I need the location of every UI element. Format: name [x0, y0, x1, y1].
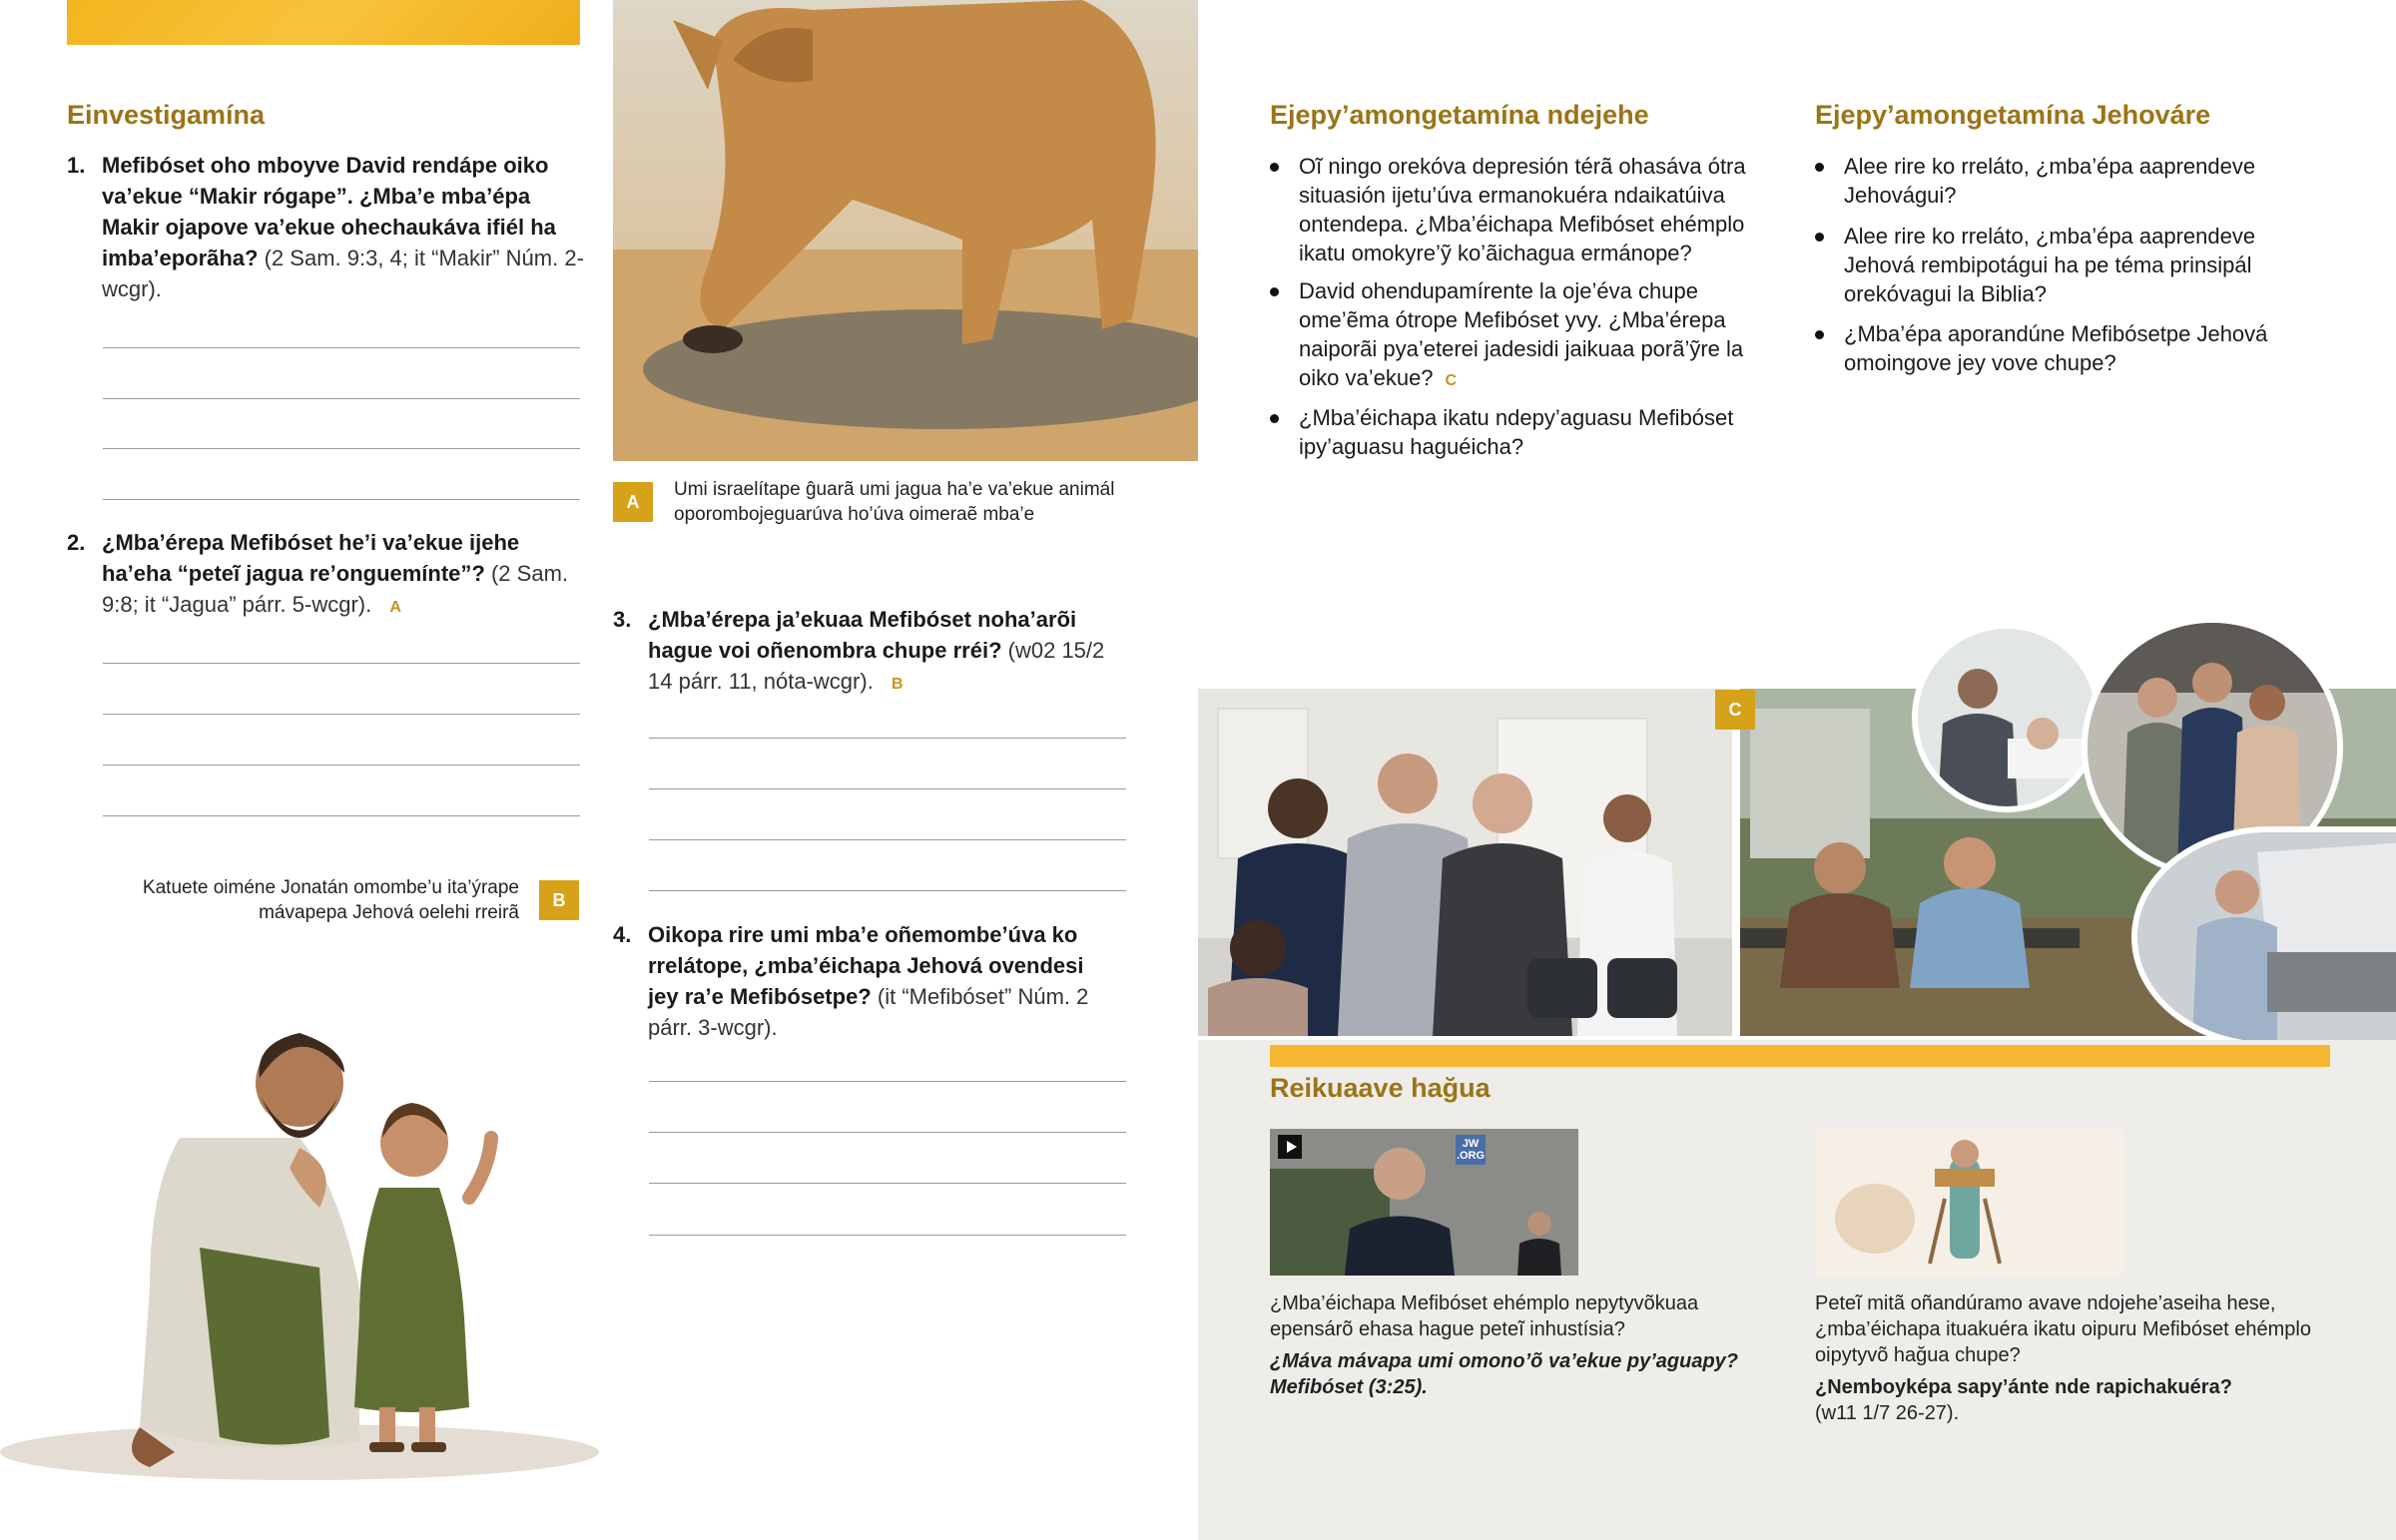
answer-line[interactable]	[649, 1081, 1126, 1082]
answer-line[interactable]	[103, 714, 580, 715]
section-title-investigate: Einvestigamína	[67, 100, 266, 130]
bullet-icon	[1270, 414, 1279, 423]
badge-a: A	[613, 482, 653, 522]
video-thumbnail[interactable]	[1270, 1129, 1578, 1276]
question-2-number: 2.	[67, 530, 86, 555]
photo-divider	[1732, 689, 1740, 1036]
reflect-jehovah-text-3: ¿Mba’épa aporandúne Mefibósetpe Jehová omoingove jey vove chupe?	[1844, 321, 2268, 375]
bullet-icon	[1270, 287, 1279, 296]
question-1-reference: (2 Sam. 9:3, 4; it “Makir” Núm. 2-wcgr).	[102, 246, 584, 301]
answer-line[interactable]	[103, 347, 580, 348]
bullet-icon	[1815, 330, 1824, 339]
question-4-text: Oikopa rire umi mba’e oñemombe’úva ko rrelátope, ¿mba’éichapa Jehová ovendesi jey ra’e Mefibósetpe?	[648, 922, 1084, 1009]
answer-line[interactable]	[103, 448, 580, 449]
dog-drinking-photo	[613, 0, 1198, 461]
reflect-self-item-3	[1270, 403, 1769, 461]
image-tag-a: A	[389, 599, 401, 616]
section-title-reflect-jehovah: Ejepy’amongetamína Jehováre	[1815, 100, 2211, 130]
badge-c: C	[1715, 690, 1755, 730]
question-4	[613, 919, 1112, 1043]
answer-line[interactable]	[103, 398, 580, 399]
question-1-number: 1.	[67, 153, 86, 178]
question-1-text: Mefibóset oho mboyve David rendápe oiko va’ekue “Makir rógape”. ¿Mba’e mba’épa Makir ojapove va’ekue ohechaukáva ifiél ha imba’eporãha?	[102, 153, 556, 270]
question-3-reference: (w02 15/2 14 párr. 11, nóta-wcgr).	[648, 638, 1105, 694]
question-3-number: 3.	[613, 607, 632, 632]
bullet-icon	[1270, 163, 1279, 172]
reflect-jehovah-item-1	[1815, 152, 2304, 210]
answer-line[interactable]	[649, 890, 1126, 891]
badge-b: B	[539, 880, 579, 920]
jw-org-logo: JW .ORG	[1456, 1135, 1486, 1165]
image-tag-b: B	[891, 676, 903, 693]
question-2-text: ¿Mba’érepa Mefibóset he’i va’ekue ijehe ha’eha “peteĩ jagua re’onguemínte”?	[102, 530, 520, 586]
learn-more-item-1-text: ¿Mba’éichapa Mefibóset ehémplo nepytyvõkuaa epensárõ ehasa hague peteĩ inhustísia?	[1270, 1292, 1699, 1340]
illustration-mephibosheth-thumbnail	[1815, 1129, 2123, 1276]
question-4-reference: (it “Mefibóset” Núm. 2 párr. 3-wcgr).	[648, 984, 1089, 1040]
answer-line[interactable]	[649, 1132, 1126, 1133]
photo-congregation-meeting	[1198, 689, 1732, 1036]
answer-line[interactable]	[649, 1235, 1126, 1236]
question-2	[67, 527, 586, 623]
answer-line[interactable]	[649, 788, 1126, 789]
caption-a-text: Umi israelítape ĝuarã umi jagua ha’e va’ekue animál oporombojeguarúva ho’úva oimeraẽ mba’e	[674, 479, 1115, 525]
reflect-self-text-2: David ohendupamírente la oje’éva chupe ome’ẽma ótrope Mefibóset yvy. ¿Mba’érepa naiporãi pya’eterei jadesidi jaikuaa porã’ỹre la oiko va’ekue?	[1299, 278, 1744, 390]
learn-more-item-2-text: Peteĩ mitã oñandúramo avave ndojehe’aseiha hese, ¿mba’éichapa ituakuéra ikatu oipuru Mefibóset ehémplo oipytyvõ hağua chupe?	[1815, 1292, 2311, 1366]
bullet-icon	[1815, 163, 1824, 172]
answer-line[interactable]	[649, 839, 1126, 840]
caption-b-text: Katuete oiméne Jonatán omombe’u ita’ýrape mávapepa Jehová oelehi rreirã	[142, 877, 519, 923]
image-tag-c: C	[1445, 372, 1458, 389]
reflect-jehovah-text-1: Alee rire ko rreláto, ¿mba’épa aaprendeve Jehovágui?	[1844, 154, 2256, 208]
reflect-jehovah-item-2	[1815, 222, 2304, 308]
answer-line[interactable]	[649, 738, 1126, 739]
top-yellow-strip	[67, 0, 580, 45]
bullet-icon	[1815, 233, 1824, 242]
answer-line[interactable]	[649, 1183, 1126, 1184]
learn-more-item-1-bold: ¿Máva mávapa umi omono’õ va’ekue py’aguapy? Mefibóset (3:25).	[1270, 1350, 1739, 1398]
question-3	[613, 604, 1112, 700]
learn-more-yellow-bar	[1270, 1045, 2330, 1067]
question-1	[67, 150, 586, 304]
reflect-jehovah-text-2: Alee rire ko rreláto, ¿mba’épa aaprendeve Jehová rembipotágui ha pe téma prinsipál orekóvagui la Biblia?	[1844, 224, 2256, 306]
answer-line[interactable]	[103, 663, 580, 664]
play-icon[interactable]	[1278, 1135, 1302, 1159]
answer-line[interactable]	[103, 765, 580, 766]
reflect-self-item-1	[1270, 152, 1769, 267]
question-3-text: ¿Mba’érepa ja’ekuaa Mefibóset noha’arõi hague voi oñenombra chupe rréi?	[648, 607, 1077, 663]
illustration-father-and-son	[0, 988, 609, 1540]
photo-circle-car-repair	[2131, 826, 2396, 1048]
answer-line[interactable]	[103, 815, 580, 816]
reflect-self-text-1: Oĩ ningo orekóva depresión térã ohasáva ótra situasión ijetu’úva ermanokuéra ndaikatúiva ontendepa. ¿Mba’éichapa Mefibóset ehémplo ikatu omokyre’ỹ ko’ãichagua ermánope?	[1299, 154, 1746, 265]
question-2-reference: (2 Sam. 9:8; it “Jagua” párr. 5-wcgr).	[102, 561, 569, 617]
photo-circle-hospital-visit	[1912, 623, 2101, 812]
question-4-number: 4.	[613, 922, 632, 947]
learn-more-item-2-reference: (w11 1/7 26-27).	[1815, 1402, 1960, 1424]
answer-line[interactable]	[103, 499, 580, 500]
reflect-self-item-2	[1270, 276, 1769, 395]
section-title-reflect-self: Ejepy’amongetamína ndejehe	[1270, 100, 1649, 130]
reflect-self-text-3: ¿Mba’éichapa ikatu ndepy’aguasu Mefibóset ipy’aguasu haguéicha?	[1299, 405, 1734, 459]
reflect-jehovah-item-3	[1815, 319, 2304, 377]
learn-more-item-2-bold: ¿Nemboyképa sapy’ánte nde rapichakuéra?	[1815, 1376, 2232, 1398]
section-title-learn-more: Reikuaave hağua	[1270, 1073, 1491, 1103]
